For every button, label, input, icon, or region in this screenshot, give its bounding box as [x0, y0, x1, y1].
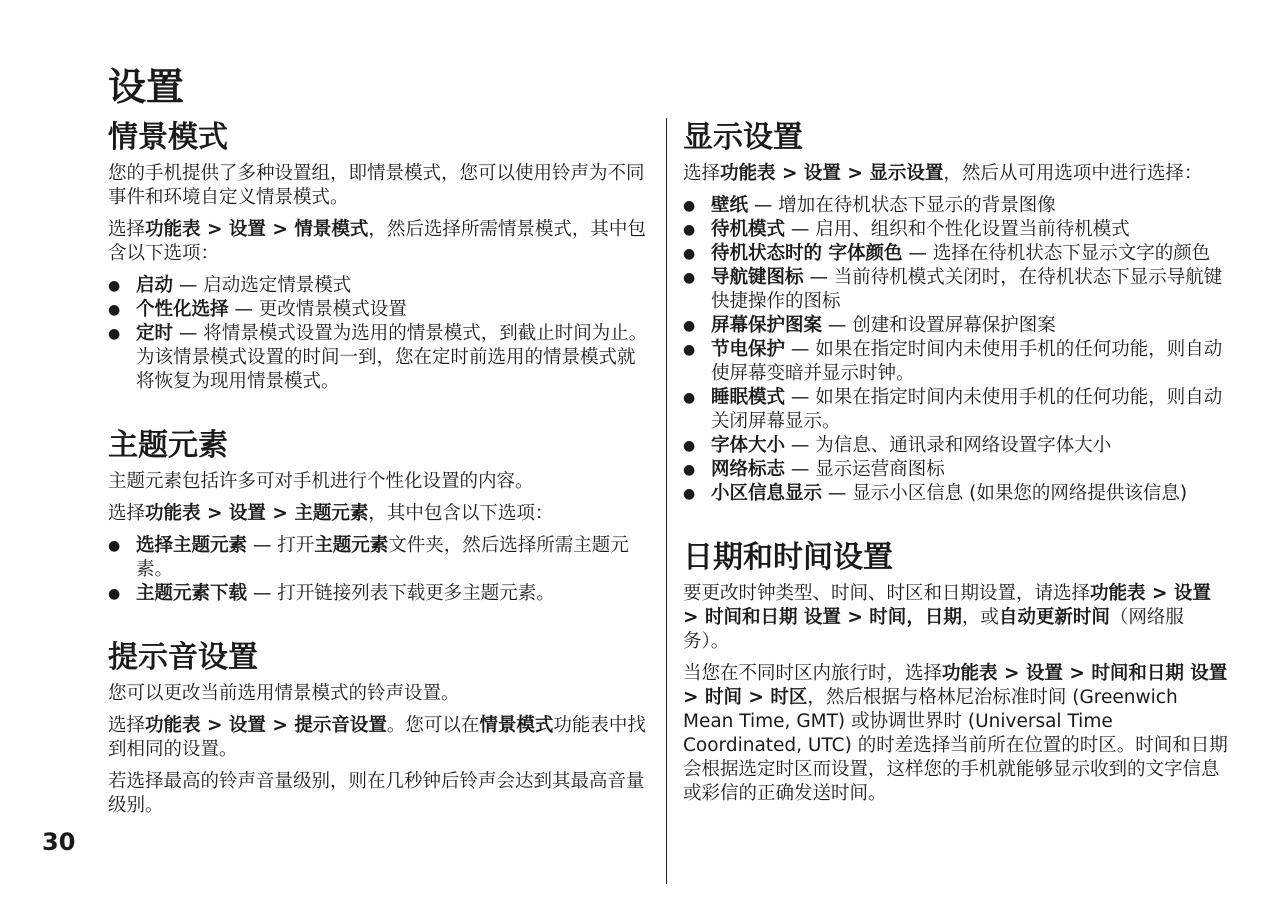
list-item: ● 个性化选择 — 更改情景模式设置: [108, 298, 653, 322]
list-item: ● 待机模式 — 启用、组织和个性化设置当前待机模式: [683, 218, 1228, 242]
datetime-para-1: 要更改时钟类型、时间、时区和日期设置，请选择功能表 > 设置 > 时间和日期 设置 > 时间，日期，或自动更新时间（网络服务）。: [683, 583, 1211, 652]
list-item: ● 字体大小 — 为信息、通讯录和网络设置字体大小: [683, 434, 1228, 458]
list-item: ● 待机状态时的 字体颜色 — 选择在待机状态下显示文字的颜色: [683, 242, 1228, 266]
page-title: 设置: [108, 65, 185, 109]
list-item: ● 睡眠模式 — 如果在指定时间内未使用手机的任何功能，则自动关闭屏幕显示。: [683, 386, 1228, 434]
tones-heading: 提示音设置: [108, 640, 258, 675]
list-item: ● 定时 — 将情景模式设置为选用的情景模式，到截止时间为止。为该情景模式设置的时间一到，您在定时前选用的情景模式就将恢复为现用情景模式。: [108, 322, 653, 394]
datetime-heading: 日期和时间设置: [683, 540, 893, 575]
display-options-list: [683, 194, 1228, 506]
profiles-heading: 情景模式: [108, 120, 228, 155]
tones-note: 若选择最高的铃声音量级别，则在几秒钟后铃声会达到其最高音量级别。: [108, 771, 645, 816]
themes-section: [108, 426, 653, 606]
themes-intro: 主题元素包括许多可对手机进行个性化设置的内容。: [108, 471, 534, 492]
themes-heading: 主题元素: [108, 428, 228, 463]
themes-path: 选择功能表 > 设置 > 主题元素，其中包含以下选项：: [108, 503, 554, 524]
display-section: [683, 118, 1228, 506]
list-item: ● 壁纸 — 增加在待机状态下显示的背景图像: [683, 194, 1228, 218]
list-item: ● 主题元素下载 — 打开链接列表下载更多主题元素。: [108, 582, 653, 606]
profiles-intro: 您的手机提供了多种设置组，即情景模式，您可以使用铃声为不同事件和环境自定义情景模式。: [108, 163, 645, 208]
left-column: [108, 118, 653, 826]
list-item: ● 小区信息显示 — 显示小区信息 (如果您的网络提供该信息): [683, 482, 1228, 506]
datetime-section: [683, 538, 1228, 806]
profiles-section: [108, 118, 653, 394]
tones-section: [108, 638, 653, 818]
column-divider: [666, 118, 667, 884]
display-path: 选择功能表 > 设置 > 显示设置，然后从可用选项中进行选择：: [683, 163, 1203, 184]
tones-intro: 您可以更改当前选用情景模式的铃声设置。: [108, 683, 460, 704]
page-number: 30: [42, 828, 76, 856]
list-item: ● 导航键图标 — 当前待机模式关闭时，在待机状态下显示导航键快捷操作的图标: [683, 266, 1228, 314]
list-item: ● 启动 — 启动选定情景模式: [108, 274, 653, 298]
themes-options-list: [108, 534, 653, 606]
tones-path: 选择功能表 > 设置 > 提示音设置。您可以在情景模式功能表中找到相同的设置。: [108, 715, 646, 760]
list-item: ● 网络标志 — 显示运营商图标: [683, 458, 1228, 482]
display-heading: 显示设置: [683, 120, 803, 155]
profiles-options-list: [108, 274, 653, 394]
profiles-path: 选择功能表 > 设置 > 情景模式，然后选择所需情景模式，其中包含以下选项：: [108, 219, 646, 264]
list-item: ● 节电保护 — 如果在指定时间内未使用手机的任何功能，则自动使屏幕变暗并显示时钟。: [683, 338, 1228, 386]
list-item: ● 屏幕保护图案 — 创建和设置屏幕保护图案: [683, 314, 1228, 338]
right-column: [683, 118, 1228, 814]
datetime-para-2: 当您在不同时区内旅行时，选择功能表 > 设置 > 时间和日期 设置 > 时间 > 时区，然后根据与格林尼治标准时间 (Greenwich Mean Time, GMT) 或协调世界时 (Universal Time Coordinated, UTC) 的时差选择当前所在位置的时区。时间和日期会根据选定时区而设置，这样您的手机就能够显示收到的文字信息或彩信的正确发送时间。: [683, 663, 1228, 804]
list-item: ● 选择主题元素 — 打开主题元素文件夹，然后选择所需主题元素。: [108, 534, 653, 582]
